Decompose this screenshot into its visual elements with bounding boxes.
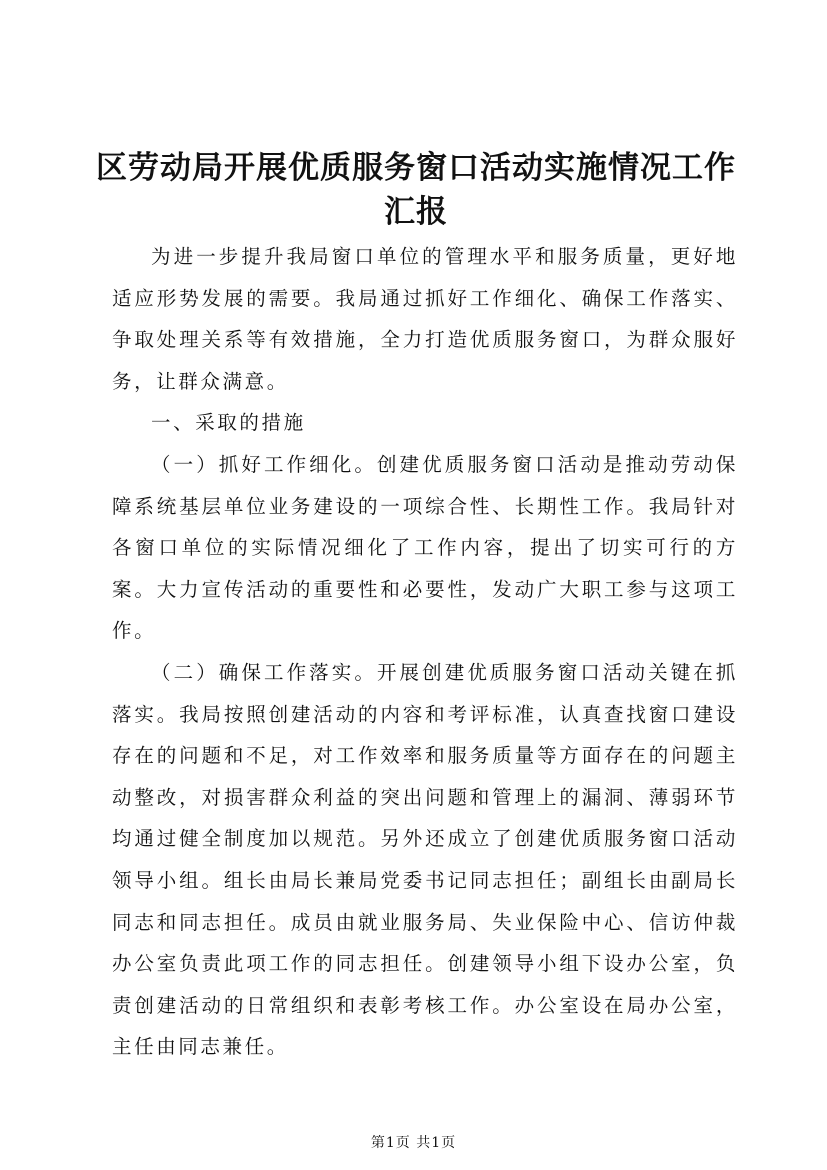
paragraph-work-refinement: （一）抓好工作细化。创建优质服务窗口活动是推动劳动保障系统基层单位业务建设的一项综合性、长期性工作。我局针对各窗口单位的实际情况细化了工作内容，提出了切实可行的方案。大力宣传活动的重要性和必要性，发动广大职工参与这项工作。	[112, 452, 738, 643]
title-line-2: 汇报	[384, 194, 448, 230]
page-number-footer: 第1页 共1页	[370, 1135, 457, 1151]
title-line-1: 区劳动局开展优质服务窗口活动实施情况工作	[96, 150, 736, 186]
section-heading-measures: 一、采取的措施	[151, 411, 306, 435]
document-body	[112, 236, 738, 1068]
paragraph-work-implementation: （二）确保工作落实。开展创建优质服务窗口活动关键在抓落实。我局按照创建活动的内容和考评标准，认真查找窗口建设存在的问题和不足，对工作效率和服务质量等方面存在的问题主动整改，对损害群众利益的突出问题和管理上的漏洞、薄弱环节均通过健全制度加以规范。另外还成立了创建优质服务窗口活动领导小组。组长由局长兼局党委书记同志担任；副组长由副局长同志和同志担任。成员由就业服务局、失业保险中心、信访仲裁办公室负责此项工作的同志担任。创建领导小组下设办公室，负责创建活动的日常组织和表彰考核工作。办公室设在局办公室，主任由同志兼任。	[112, 660, 738, 1059]
intro-paragraph: 为进一步提升我局窗口单位的管理水平和服务质量，更好地适应形势发展的需要。我局通过抓好工作细化、确保工作落实、争取处理关系等有效措施，全力打造优质服务窗口，为群众服好务，让群众满意。	[112, 245, 738, 393]
document-title	[96, 146, 736, 234]
